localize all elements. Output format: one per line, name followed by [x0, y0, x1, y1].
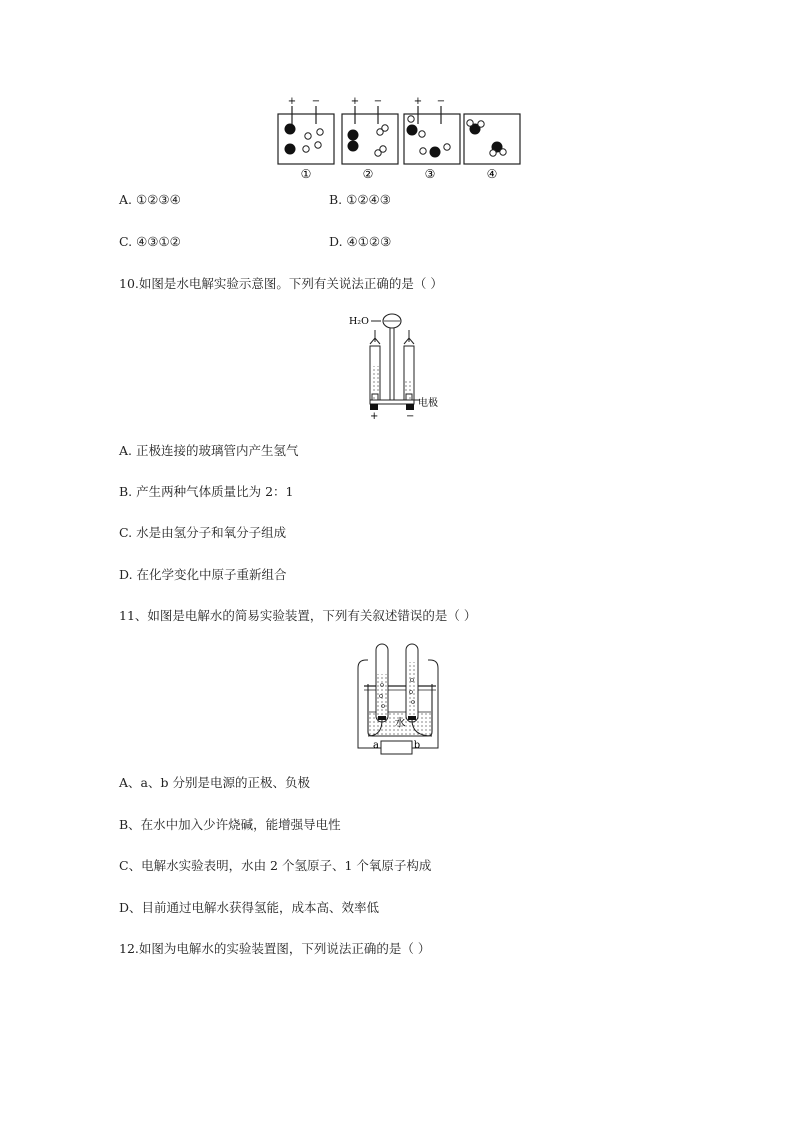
q11-option-c: C、电解水实验表明，水由 2 个氢原子、1 个氧原子构成 [119, 858, 432, 873]
q11-option-d: D、目前通过电解水获得氢能，成本高、效率低 [119, 900, 380, 915]
q9-option-b: B. ①②④③ [329, 192, 391, 207]
q10-left-tube [370, 330, 380, 402]
q9-label-2: ② [362, 167, 374, 181]
plus-sign: + [287, 96, 297, 107]
q9-molecule-figure [270, 92, 530, 182]
q10-option-b: B. 产生两种气体质量比为 2：1 [119, 484, 294, 499]
q10-plus-sign: + [370, 411, 379, 420]
q11-stem: 11、如图是电解水的简易实验装置，下列有关叙述错误的是（ ） [119, 608, 477, 623]
q11-option-a: A、a、b 分别是电源的正极、负极 [119, 775, 310, 790]
q12-stem: 12.如图为电解水的实验装置图，下列说法正确的是（ ） [119, 941, 431, 956]
minus-sign: − [436, 96, 446, 107]
q11-a-label: a [373, 740, 379, 751]
q9-label-4: ④ [486, 167, 498, 181]
q10-option-d: D. 在化学变化中原子重新组合 [119, 567, 287, 582]
q9-box-3 [404, 96, 460, 164]
q10-right-tube [404, 330, 414, 402]
q10-option-c: C. 水是由氢分子和氧分子组成 [119, 525, 287, 540]
minus-sign: − [311, 96, 321, 107]
q10-water-label: H₂O [349, 316, 369, 327]
q9-option-c: C. ④③①② [119, 234, 181, 249]
plus-sign: + [350, 96, 360, 107]
q10-electrolysis-figure [348, 308, 448, 420]
plus-sign: + [413, 96, 423, 107]
q9-box-4 [464, 114, 520, 164]
q9-box-1 [278, 96, 334, 164]
q10-electrode-label: 电极 [418, 398, 438, 409]
minus-sign: − [373, 96, 383, 107]
q10-option-a: A. 正极连接的玻璃管内产生氢气 [119, 443, 299, 458]
q9-label-1: ① [300, 167, 312, 181]
q9-option-a: A. ①②③④ [119, 192, 181, 207]
q9-box-2 [342, 96, 398, 164]
q11-electrolysis-figure [348, 640, 448, 755]
q9-label-3: ③ [424, 167, 436, 181]
q10-stem: 10.如图是水电解实验示意图。下列有关说法正确的是（ ） [119, 276, 443, 291]
q11-option-b: B、在水中加入少许烧碱，能增强导电性 [119, 817, 341, 832]
q9-option-d: D. ④①②③ [329, 234, 392, 249]
q11-water-label: 水 [394, 716, 406, 729]
q10-minus-sign: − [406, 411, 415, 420]
q11-b-label: b [413, 740, 421, 751]
